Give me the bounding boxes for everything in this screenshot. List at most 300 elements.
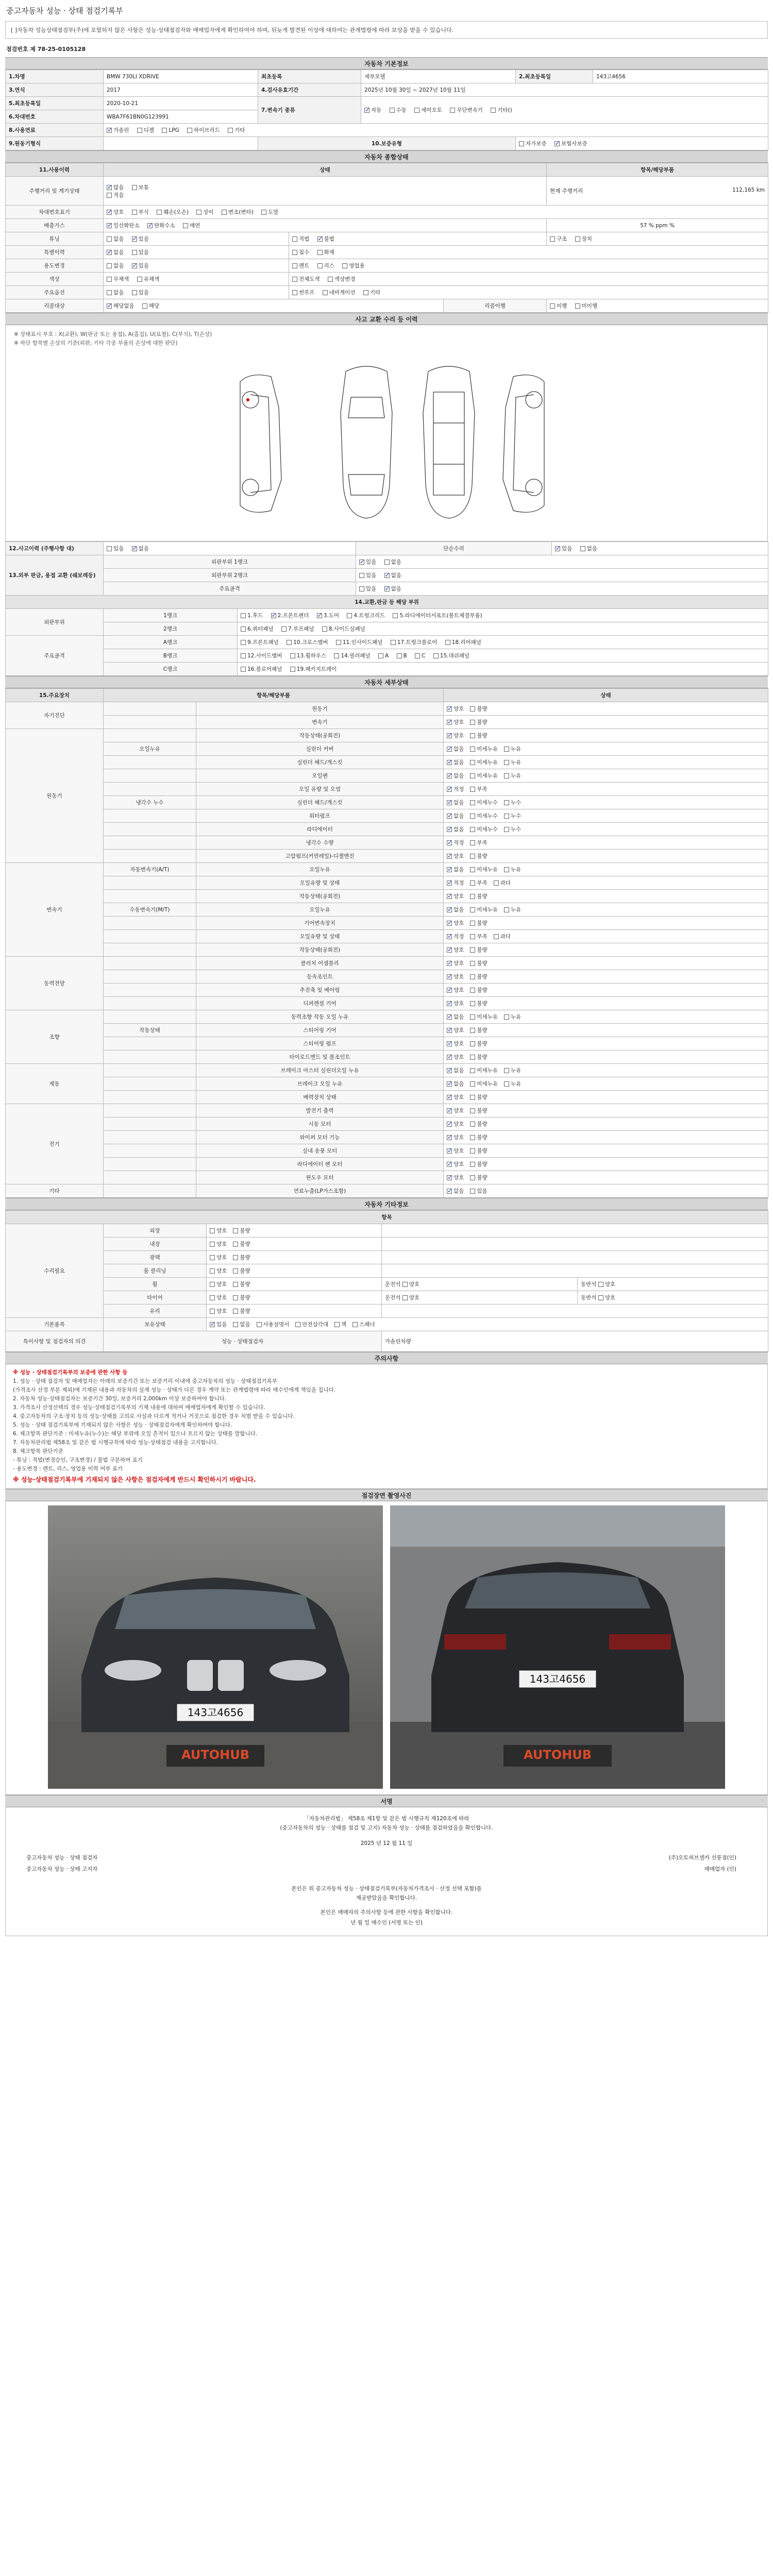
checkbox[interactable] xyxy=(470,773,475,778)
table-row: 제동 브레이크 마스터 실린더오일 누유 ✓ 없음 미세누유 누유 xyxy=(6,1064,768,1077)
checkbox[interactable] xyxy=(390,108,395,113)
table-row: 주요골격 A랭크 9.프론트패널 10.크로스멤버 11.인사이드패널 17.트렁크플로어 18.리어패널 xyxy=(6,636,768,649)
checkbox[interactable] xyxy=(292,277,297,282)
checkbox[interactable] xyxy=(470,947,475,953)
table-row: 브레이크 오일 누유 ✓ 없음 미세누유 누유 xyxy=(6,1077,768,1091)
checkbox[interactable] xyxy=(575,236,580,242)
table-row: 배출가스 ✓ 일산화탄소 ✓ 탄화수소 매연 57 % ppm % xyxy=(6,219,768,232)
checkbox[interactable] xyxy=(470,1135,475,1140)
table-row: 기본품목 보유상태 ✓ 있음 없음 사용설명서 안전삼각대 잭 스패너 xyxy=(6,1318,768,1331)
value-vin: WBA7F61BN0G123991 xyxy=(104,110,258,124)
checkbox[interactable] xyxy=(241,613,246,618)
checkbox[interactable] xyxy=(447,1175,452,1180)
checkbox[interactable] xyxy=(470,921,475,926)
checkbox[interactable] xyxy=(132,263,137,268)
table-row: 동력전달 클러치 어셈블리 ✓ 양호 불량 xyxy=(6,957,768,970)
table-row: 주요옵션 없음 있음 썬루프 네비게이션 기타 xyxy=(6,286,768,299)
checkbox[interactable] xyxy=(470,1068,475,1073)
checkbox[interactable] xyxy=(470,1122,475,1127)
checkbox[interactable] xyxy=(107,546,112,551)
checkbox[interactable] xyxy=(233,1295,238,1300)
checkbox[interactable] xyxy=(378,653,383,658)
diagram-legend: ※ 상태표시 부호 : X(교환), W(판금 또는 용접), A(흠집), U(요철), C(부식), T(손상) ※ 하단 항목별 손상의 기준(외판, 기타 각종 부품의 손상에 대한 판단) xyxy=(14,331,212,346)
checkbox[interactable] xyxy=(447,1055,452,1060)
note-line: 2. 자동차 성능·상태점검자는 보증기간 30일, 보증거리 2,000km 이상 보증하여야 합니다. xyxy=(13,1396,227,1402)
checkbox[interactable] xyxy=(107,303,112,309)
checkbox[interactable] xyxy=(494,934,499,939)
checkbox[interactable] xyxy=(447,1108,452,1113)
checkbox[interactable] xyxy=(470,747,475,752)
table-row: 2랭크 6.쿼터패널 7.루프패널 8.사이드실패널 xyxy=(6,622,768,636)
table-row: 배력장치 상태 ✓ 양호 불량 xyxy=(6,1091,768,1104)
value-engine-type xyxy=(104,137,258,150)
checkbox[interactable] xyxy=(554,141,560,146)
table-row: 오일유량 및 상태 ✓ 적정 부족 과다 xyxy=(6,876,768,890)
checkbox[interactable] xyxy=(233,1322,238,1327)
checkbox[interactable] xyxy=(317,236,323,242)
table-row: 냉각수 누수 실린더 헤드/개스킷 ✓ 없음 미세누수 누수 xyxy=(6,796,768,809)
table-row: B랭크 12.사이드멤버 13.휠하우스 14.필러패널 A B C 15.대쉬패널 xyxy=(6,649,768,663)
table-row: 고압펌프(커먼레일)-디젤엔진 ✓ 양호 불량 xyxy=(6,850,768,863)
table-row xyxy=(6,124,768,137)
inspection-photo-front xyxy=(48,1505,383,1789)
checkbox[interactable] xyxy=(107,185,112,190)
label-car-name: 1.차명 xyxy=(6,70,104,83)
checkbox[interactable] xyxy=(470,814,475,819)
checkbox[interactable] xyxy=(470,894,475,899)
table-row: 주요골격 있음 ✓ 없음 xyxy=(6,582,768,596)
checkbox[interactable] xyxy=(317,250,323,255)
checkbox[interactable] xyxy=(210,1268,215,1274)
checkbox[interactable] xyxy=(504,773,509,778)
checkbox[interactable] xyxy=(450,108,455,113)
table-row: 특별이력 ✓ 없음 있음 침수 화재 xyxy=(6,246,768,259)
checkbox[interactable] xyxy=(132,250,137,255)
checkbox[interactable] xyxy=(447,1041,452,1046)
checkbox[interactable] xyxy=(292,236,297,242)
section-accident: 사고 교환 수리 등 이력 xyxy=(5,313,768,325)
section-other-info: 자동차 기타정보 xyxy=(5,1198,768,1210)
checkbox[interactable] xyxy=(137,277,142,282)
section-photos: 점검장면 촬영사진 xyxy=(5,1489,768,1501)
car-top-view xyxy=(341,366,392,518)
fuel-options: ✓ 가솔린 디젤 LPG 하이브리드 기타 xyxy=(104,124,768,137)
checkbox[interactable] xyxy=(447,1014,452,1020)
checkbox[interactable] xyxy=(470,867,475,872)
checkbox[interactable] xyxy=(447,921,452,926)
label-first-reg: 5.최초등록일 xyxy=(6,97,104,110)
label-transmission: 7.변속기 종류 xyxy=(258,97,361,124)
checkbox[interactable] xyxy=(271,613,276,618)
checkbox[interactable] xyxy=(447,947,452,953)
checkbox[interactable] xyxy=(550,236,555,242)
checkbox[interactable] xyxy=(196,210,201,215)
table-row: 수리필요 외장 양호 불량 xyxy=(6,1224,768,1238)
checkbox[interactable] xyxy=(397,653,402,658)
table-row: 14.교환,판금 등 해당 부위 xyxy=(6,596,768,609)
checkbox[interactable] xyxy=(447,720,452,725)
checkbox[interactable] xyxy=(447,934,452,939)
label-model: 최초등록 xyxy=(258,70,361,83)
checkbox[interactable] xyxy=(317,613,322,618)
table-row: 타이어 양호 불량 운전석 양호 동반석 양호 xyxy=(6,1291,768,1304)
table-row: 튜닝 없음 ✓ 있음 적법 ✓ 불법 구조 장치 xyxy=(6,232,768,246)
checkbox[interactable] xyxy=(504,827,509,832)
table-row xyxy=(6,83,768,97)
checkbox[interactable] xyxy=(352,1322,358,1327)
checkbox[interactable] xyxy=(107,250,112,255)
checkbox[interactable] xyxy=(287,640,292,645)
checkbox[interactable] xyxy=(447,814,452,819)
checkbox[interactable] xyxy=(598,1295,603,1300)
checkbox[interactable] xyxy=(470,760,475,765)
checkbox[interactable] xyxy=(210,1242,215,1247)
checkbox[interactable] xyxy=(447,706,452,711)
checkbox[interactable] xyxy=(210,1282,215,1287)
checkbox[interactable] xyxy=(433,653,439,658)
checkbox[interactable] xyxy=(504,1014,509,1020)
checkbox[interactable] xyxy=(328,277,333,282)
checkbox[interactable] xyxy=(491,108,496,113)
checkbox[interactable] xyxy=(470,1081,475,1087)
checkbox[interactable] xyxy=(257,1322,262,1327)
checkbox[interactable] xyxy=(414,108,419,113)
checkbox[interactable] xyxy=(504,1081,509,1087)
checkbox[interactable] xyxy=(391,640,396,645)
table-row: C랭크 16.플로어패널 19.패키지트레이 xyxy=(6,663,768,676)
detail-state-table xyxy=(5,688,768,1198)
checkbox[interactable] xyxy=(323,290,328,295)
checkbox[interactable] xyxy=(233,1268,238,1274)
checkbox[interactable] xyxy=(447,894,452,899)
checkbox[interactable] xyxy=(470,961,475,966)
checkbox[interactable] xyxy=(132,210,137,215)
notes-emphasis: ※ 성능·상태점검기록부에 기재되지 않은 사항은 점검자에게 반드시 확인하시기 바랍니다. xyxy=(13,1476,256,1483)
checkbox[interactable] xyxy=(470,974,475,979)
table-row: 와이퍼 모터 기능 ✓ 양호 불량 xyxy=(6,1131,768,1144)
checkbox[interactable] xyxy=(580,546,585,551)
checkbox[interactable] xyxy=(470,1108,475,1113)
checkbox[interactable] xyxy=(384,586,390,591)
checkbox[interactable] xyxy=(447,907,452,912)
section-notes: 주의사항 xyxy=(5,1352,768,1364)
table-row: 기어변속장치 ✓ 양호 불량 xyxy=(6,917,768,930)
checkbox[interactable] xyxy=(281,626,287,632)
checkbox[interactable] xyxy=(447,867,452,872)
label-vin: 6.차대번호 xyxy=(6,110,104,124)
table-row: 오일누유 실린더 커버 ✓ 없음 미세누유 누유 xyxy=(6,742,768,756)
checkbox[interactable] xyxy=(447,760,452,765)
table-row: 외판부위 2랭크 있음 ✓ 없음 xyxy=(6,569,768,582)
table-row: 실내 송풍 모터 ✓ 양호 불량 xyxy=(6,1144,768,1158)
license-plate: 143고4656 xyxy=(529,1673,586,1685)
document-title: 중고자동차 성능 · 상태 점검기록부 xyxy=(6,6,123,15)
note-line: 8. 체크항목 판단기준 xyxy=(13,1448,63,1454)
checkbox[interactable] xyxy=(261,210,266,215)
checkbox[interactable] xyxy=(107,223,112,228)
table-row: 룸 클리닝 양호 불량 xyxy=(6,1264,768,1278)
checkbox[interactable] xyxy=(447,1148,452,1154)
checkbox[interactable] xyxy=(470,1189,475,1194)
checkbox[interactable] xyxy=(107,236,112,242)
note-line: - 튜닝 : 적법(변경승인, 구조변경) / 불법 구분하여 표기 xyxy=(13,1457,143,1463)
checkbox[interactable] xyxy=(504,814,509,819)
checkbox[interactable] xyxy=(470,787,475,792)
checkbox[interactable] xyxy=(393,613,398,618)
car-side-right xyxy=(503,375,544,513)
checkbox[interactable] xyxy=(317,263,323,268)
table-row: 기타 연료누출(LP가스포함) ✓ 없음 있음 xyxy=(6,1184,768,1198)
checkbox[interactable] xyxy=(322,626,327,632)
checkbox[interactable] xyxy=(447,840,452,845)
checkbox[interactable] xyxy=(470,1055,475,1060)
checkbox[interactable] xyxy=(470,1175,475,1180)
checkbox[interactable] xyxy=(470,1028,475,1033)
checkbox[interactable] xyxy=(445,640,450,645)
checkbox[interactable] xyxy=(107,128,112,133)
checkbox[interactable] xyxy=(470,827,475,832)
note-line: 3. 가격조사 산정선택의 경우 성능·상태점검기록부의 기재 내용에 대하여 매매업자에게 확인할 수 있습니다. xyxy=(13,1404,265,1411)
table-row: 오일유량 및 상태 ✓ 적정 부족 과다 xyxy=(6,930,768,943)
checkbox[interactable] xyxy=(222,210,227,215)
checkbox[interactable] xyxy=(290,653,295,658)
checkbox[interactable] xyxy=(555,546,560,551)
table-row: 냉각수 수량 ✓ 적정 부족 xyxy=(6,836,768,850)
checkbox[interactable] xyxy=(359,586,364,591)
checkbox[interactable] xyxy=(470,720,475,725)
checkbox[interactable] xyxy=(504,1068,509,1073)
checkbox[interactable] xyxy=(142,303,147,309)
checkbox[interactable] xyxy=(447,961,452,966)
checkbox[interactable] xyxy=(470,1001,475,1006)
checkbox[interactable] xyxy=(107,290,112,295)
checkbox[interactable] xyxy=(107,277,112,282)
checkbox[interactable] xyxy=(292,250,297,255)
checkbox[interactable] xyxy=(241,667,246,672)
checkbox[interactable] xyxy=(210,1295,215,1300)
car-diagram-area xyxy=(5,325,768,541)
checkbox[interactable] xyxy=(447,1189,452,1194)
checkbox[interactable] xyxy=(233,1282,238,1287)
checkbox[interactable] xyxy=(470,854,475,859)
table-row xyxy=(6,70,768,83)
table-row: 광택 양호 불량 xyxy=(6,1251,768,1264)
signature-area: 「자동차관리법」 제58조 제1항 및 같은 법 시행규칙 제120조에 따라 (중고자동차의 성능 · 상태를 점검 및 고지) 자동차 성능 · 상태를 점검하였음을 확인합니다. 2025 년 12 월 11 일 중고자동차 성능 · 상태 점검자 (주)오토허브셀카 선릉점(인) 중고자동차 성능 · 상태 고지자 매매업자 (인) 본인은 위 중고자동차 성능 · 상태점검기록부(자동차가격조사 · 산정 선택 포함)를 제공받았음을 확인합니다. 본인은 매매자의 주의사항 등에 관한 사항을 확인합니다. 년 월 일 매수인 (서명 또는 인) xyxy=(5,1807,768,1936)
checkbox[interactable] xyxy=(107,263,112,268)
note-line: 4. 중고자동차의 구조·장치 등의 성능·상태를 고의로 사실과 다르게 적거나 거짓으로 점검한 경우 처벌 받을 수 있습니다. xyxy=(13,1413,295,1419)
checkbox[interactable] xyxy=(233,1309,238,1314)
checkbox[interactable] xyxy=(447,747,452,752)
checkbox[interactable] xyxy=(470,1041,475,1046)
checkbox[interactable] xyxy=(292,263,297,268)
checkbox[interactable] xyxy=(292,290,297,295)
checkbox[interactable] xyxy=(447,1135,452,1140)
checkbox[interactable] xyxy=(470,706,475,711)
checkbox[interactable] xyxy=(210,1309,215,1314)
checkbox[interactable] xyxy=(384,560,390,565)
checkbox[interactable] xyxy=(384,573,390,578)
value-model: 세부모델 xyxy=(361,70,516,83)
checkbox[interactable] xyxy=(363,290,368,295)
buyer-signature-field[interactable]: 년 월 일 매수인 (서명 또는 인) xyxy=(350,1920,423,1926)
table-row: 작동상태(공회전) ✓ 양호 불량 xyxy=(6,890,768,903)
checkbox[interactable] xyxy=(504,867,509,872)
checkbox[interactable] xyxy=(470,1014,475,1020)
checkbox[interactable] xyxy=(334,1322,340,1327)
watermark-logo: AUTOHUB xyxy=(524,1748,592,1762)
checkbox[interactable] xyxy=(228,128,233,133)
checkbox[interactable] xyxy=(295,1322,300,1327)
general-state-table xyxy=(5,163,768,313)
checkbox[interactable] xyxy=(470,907,475,912)
note-line: 1. 성능 · 상태 점검자 및 매매업자는 아래의 보증기간 또는 보증거리 이내에 중고자동차의 성능 · 상태점검기록부 xyxy=(13,1378,278,1384)
table-row: 차대번호표기 ✓ 양호 부식 훼손(오손) 상이 변조(변타) 도말 xyxy=(6,206,768,219)
table-row: 변속기 ✓ 양호 불량 xyxy=(6,716,768,729)
checkbox[interactable] xyxy=(470,880,475,886)
table-row xyxy=(6,137,768,150)
checkbox[interactable] xyxy=(107,193,112,198)
value-plate: 143고4656 xyxy=(593,70,768,83)
checkbox[interactable] xyxy=(447,854,452,859)
table-row: 외판부위 1랭크 1.후드 ✓ 2.프론트펜더 ✓ 3.도어 4.트렁크리드 5.라디에이터서포트(볼트체결부품) xyxy=(6,609,768,622)
table-row: 등속조인트 ✓ 양호 불량 xyxy=(6,970,768,984)
table-row: 타이로드엔드 및 볼조인트 ✓ 양호 불량 xyxy=(6,1050,768,1064)
checkbox[interactable] xyxy=(470,1148,475,1154)
checkbox[interactable] xyxy=(550,303,555,309)
checkbox[interactable] xyxy=(494,880,499,886)
checkbox[interactable] xyxy=(447,800,452,805)
table-row: 윈도우 모터 ✓ 양호 불량 xyxy=(6,1171,768,1184)
checkbox[interactable] xyxy=(447,1001,452,1006)
table-row: 스티어링 펌프 ✓ 양호 불량 xyxy=(6,1037,768,1050)
checkbox[interactable] xyxy=(364,108,369,113)
section-sign: 서명 xyxy=(5,1795,768,1807)
checkbox[interactable] xyxy=(233,1242,238,1247)
checkbox[interactable] xyxy=(470,800,475,805)
checkbox[interactable] xyxy=(447,1162,452,1167)
table-row: 15.주요장치 항목/해당부품 상태 xyxy=(6,689,768,702)
checkbox[interactable] xyxy=(598,1282,603,1287)
checkbox[interactable] xyxy=(470,1162,475,1167)
table-row: 조향 동력조향 작동 오일 누유 ✓ 없음 미세누유 누유 xyxy=(6,1010,768,1024)
checkbox[interactable] xyxy=(233,1255,238,1260)
checkbox[interactable] xyxy=(447,1081,452,1087)
checkbox[interactable] xyxy=(504,760,509,765)
checkbox[interactable] xyxy=(470,733,475,738)
label-inspection-period: 4.검사유효기간 xyxy=(258,83,361,97)
checkbox[interactable] xyxy=(359,560,364,565)
table-row: 내장 양호 불량 xyxy=(6,1238,768,1251)
notes-area xyxy=(5,1364,768,1489)
checkbox[interactable] xyxy=(290,667,295,672)
checkbox[interactable] xyxy=(342,263,347,268)
checkbox[interactable] xyxy=(402,1282,408,1287)
table-row: 전기 발전기 출력 ✓ 양호 불량 xyxy=(6,1104,768,1117)
checkbox[interactable] xyxy=(233,1228,238,1233)
checkbox[interactable] xyxy=(470,934,475,939)
checkbox[interactable] xyxy=(447,1122,452,1127)
notice-box: [ ]자동차 성능상태점검부(주)에 포함하지 않은 사항은 성능·상태점검자와 매매업자에게 확인하여야 하며, 뒤늦게 발견된 이상에 대하여는 관계법령에 따라 보상을 받을 수 있습니다. xyxy=(5,21,768,39)
checkbox[interactable] xyxy=(187,128,192,133)
checkbox[interactable] xyxy=(447,773,452,778)
checkbox[interactable] xyxy=(447,787,452,792)
table-row: 유리 양호 불량 xyxy=(6,1304,768,1318)
checkbox[interactable] xyxy=(137,128,142,133)
table-row: 특이사항 및 점검자의 의견 성능 · 상태점검자 가솔린차량 xyxy=(6,1331,768,1352)
label-fuel: 8.사용연료 xyxy=(6,124,104,137)
table-row: 원동기 작동상태(공회전) ✓ 양호 불량 xyxy=(6,729,768,742)
checkbox[interactable] xyxy=(162,128,167,133)
label-year: 3.연식 xyxy=(6,83,104,97)
checkbox[interactable] xyxy=(359,573,364,578)
checkbox[interactable] xyxy=(334,653,339,658)
checkbox[interactable] xyxy=(470,840,475,845)
checkbox[interactable] xyxy=(183,223,188,228)
table-row: 수동변속기(M/T) 오일누유 ✓ 없음 미세누유 누유 xyxy=(6,903,768,917)
checkbox[interactable] xyxy=(132,290,137,295)
checkbox[interactable] xyxy=(470,988,475,993)
checkbox[interactable] xyxy=(336,640,341,645)
checkbox[interactable] xyxy=(415,653,420,658)
checkbox[interactable] xyxy=(504,747,509,752)
checkbox[interactable] xyxy=(447,974,452,979)
label-engine-type: 9.원동기형식 xyxy=(6,137,104,150)
table-row: 디퍼렌셜 기어 ✓ 양호 불량 xyxy=(6,997,768,1010)
checkbox[interactable] xyxy=(447,1068,452,1073)
checkbox[interactable] xyxy=(347,613,352,618)
checkbox[interactable] xyxy=(241,640,246,645)
checkbox[interactable] xyxy=(447,880,452,886)
table-row: 라디에이터 ✓ 없음 미세누수 누수 xyxy=(6,823,768,836)
checkbox[interactable] xyxy=(241,653,246,658)
checkbox[interactable] xyxy=(132,546,137,551)
table-row: 11.사용이력 상태 항목/해당부품 xyxy=(6,163,768,177)
damage-marker xyxy=(246,398,249,401)
checkbox[interactable] xyxy=(210,1255,215,1260)
checkbox[interactable] xyxy=(504,800,509,805)
table-row: 시동 모터 ✓ 양호 불량 xyxy=(6,1117,768,1131)
checkbox[interactable] xyxy=(241,626,246,632)
checkbox[interactable] xyxy=(447,1095,452,1100)
checkbox[interactable] xyxy=(147,223,153,228)
sign-date: 2025 년 12 월 11 일 xyxy=(360,1840,413,1846)
table-row: 실린더 헤드/개스킷 ✓ 없음 미세누유 누유 xyxy=(6,756,768,769)
checkbox[interactable] xyxy=(107,210,112,215)
checkbox[interactable] xyxy=(519,141,524,146)
value-inspection-period: 2025년 10월 30일 ~ 2027년 10월 11일 xyxy=(361,83,768,97)
table-row: 추진축 및 베어링 ✓ 양호 불량 xyxy=(6,984,768,997)
warranty-options: 자가보증 ✓ 보험사보증 xyxy=(516,137,768,150)
table-row: 작동상태 스티어링 기어 ✓ 양호 불량 xyxy=(6,1024,768,1037)
checkbox[interactable] xyxy=(575,303,580,309)
checkbox[interactable] xyxy=(402,1295,408,1300)
checkbox[interactable] xyxy=(447,827,452,832)
car-diagram xyxy=(6,325,768,541)
checkbox[interactable] xyxy=(447,733,452,738)
checkbox[interactable] xyxy=(157,210,162,215)
checkbox[interactable] xyxy=(504,907,509,912)
table-row: 오일 유량 및 오염 ✓ 적정 부족 xyxy=(6,783,768,796)
checkbox[interactable] xyxy=(470,1095,475,1100)
note-line: (가격조사 산정 부분 제외)에 기재된 내용과 자동차의 실제 성능 · 상태가 다른 경우 계약 또는 관계법령에 따라 매수인에게 책임을 집니다. xyxy=(13,1387,336,1393)
checkbox[interactable] xyxy=(210,1228,215,1233)
checkbox[interactable] xyxy=(447,988,452,993)
checkbox[interactable] xyxy=(210,1322,215,1327)
checkbox[interactable] xyxy=(132,185,137,190)
table-row: 색상 무채색 유채색 전체도색 색상변경 xyxy=(6,273,768,286)
checkbox[interactable] xyxy=(447,1028,452,1033)
checkbox[interactable] xyxy=(132,236,137,242)
